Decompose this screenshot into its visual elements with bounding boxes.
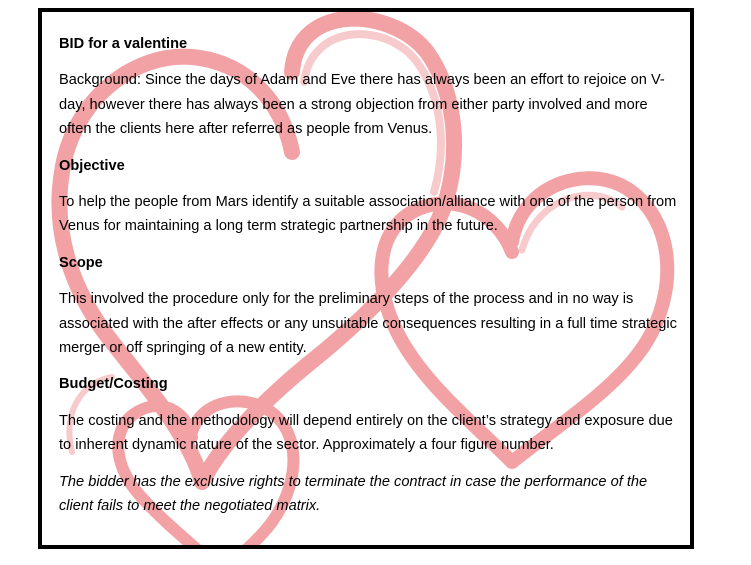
document-frame	[38, 8, 694, 549]
document-body	[59, 32, 679, 519]
document-title: BID for a valentine	[59, 36, 188, 52]
background-paragraph: Background: Since the days of Adam and Eve there has always been an effort to rejoice on V-day, however there has always been a strong objection from either party involved and more often the clients here after referred as people from Venus.	[59, 72, 665, 138]
section-heading-budget: Budget/Costing	[59, 376, 168, 393]
section-body-scope: This involved the procedure only for the preliminary steps of the process and in no way is associated with the after effects or any unsuitable consequences resulting in a full time strategic merger or off springing of a new entity.	[59, 291, 677, 357]
section-body-budget: The costing and the methodology will depend entirely on the client’s strategy and exposure due to inherent dynamic nature of the sector. Approximately a four figure number.	[59, 412, 673, 454]
section-body-objective: To help the people from Mars identify a suitable association/alliance with one of the person from Venus for maintaining a long term strategic partnership in the future.	[59, 194, 677, 235]
disclaimer-paragraph: The bidder has the exclusive rights to terminate the contract in case the performance of the client fails to meet the negotiated matrix.	[59, 473, 648, 515]
section-heading-objective: Objective	[59, 157, 125, 174]
section-heading-scope: Scope	[59, 254, 103, 271]
